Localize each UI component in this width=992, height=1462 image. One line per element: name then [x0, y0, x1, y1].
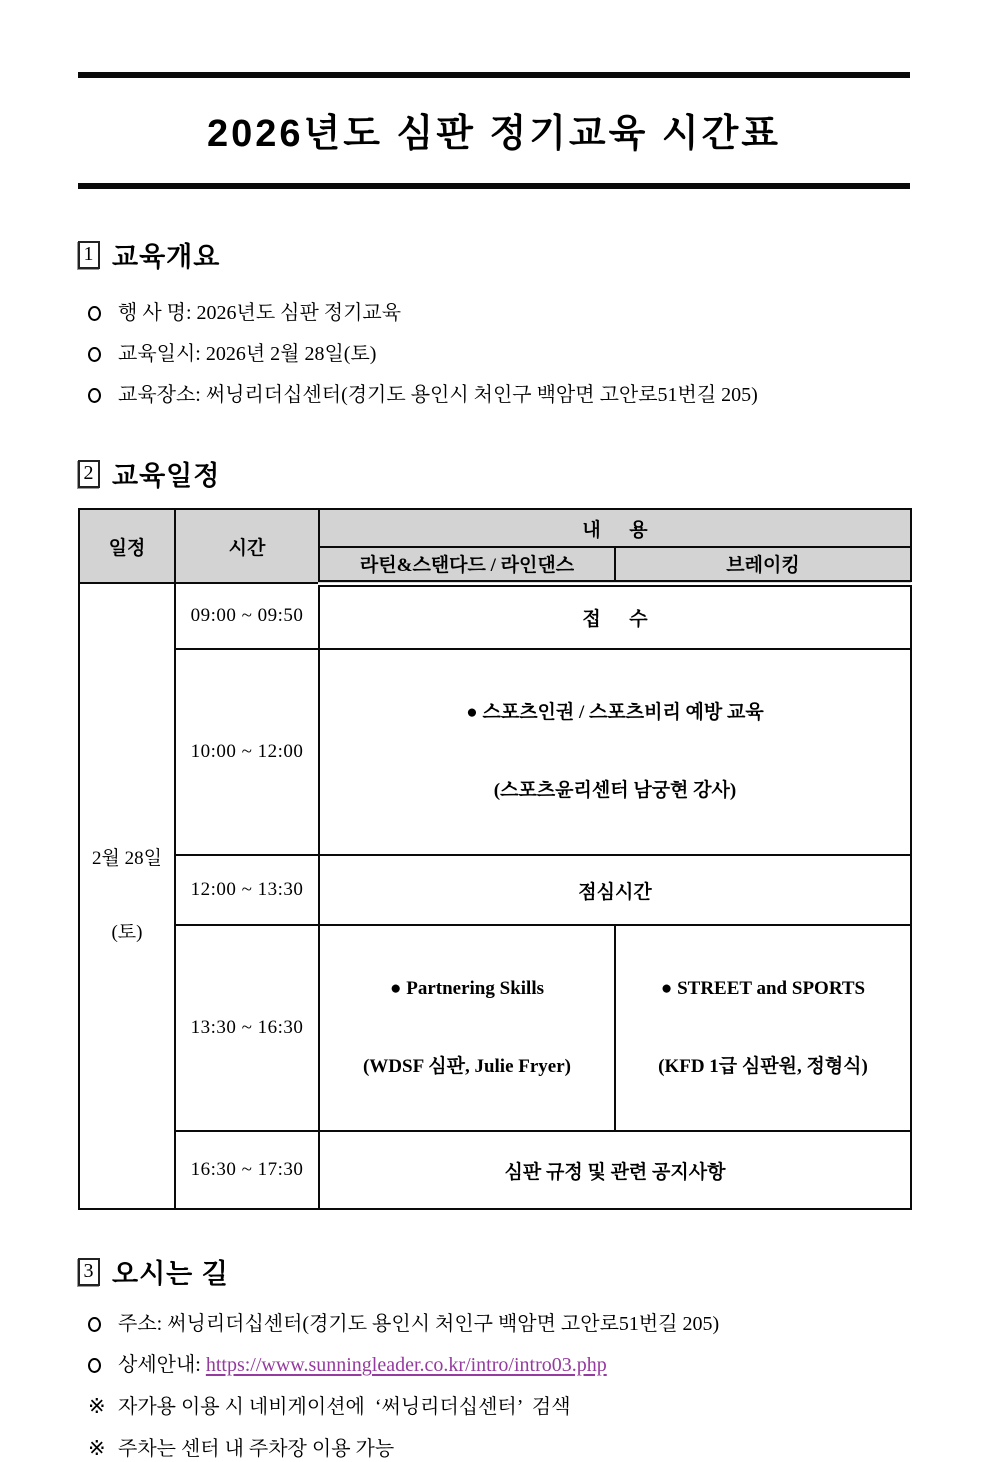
- header-content: 내 용: [319, 509, 911, 547]
- time-cell: 13:30 ~ 16:30: [175, 925, 319, 1131]
- overview-list: [78, 300, 910, 408]
- reference-mark-icon: ※: [88, 1436, 106, 1460]
- date-cell: [79, 583, 175, 1209]
- section-title: 교육일정: [112, 461, 221, 491]
- section-title: 교육개요: [112, 242, 221, 272]
- list-item-label: 상세안내:: [118, 1354, 206, 1376]
- header-date: 일정: [79, 509, 175, 583]
- content-cell-partnering: [319, 925, 615, 1131]
- schedule-row: [79, 855, 911, 925]
- list-item: [88, 341, 910, 367]
- date-line1: 2월 28일: [92, 848, 162, 869]
- section-heading-directions: [78, 1252, 910, 1291]
- content-cell-lunch: 점심시간: [319, 855, 911, 925]
- schedule-row: [79, 925, 911, 1131]
- directions-list: [78, 1311, 910, 1462]
- section-number-box: 2: [78, 460, 100, 488]
- cell-line2: (WDSF 심판, Julie Fryer): [362, 1056, 571, 1077]
- list-item: [88, 382, 910, 408]
- list-item: [88, 1311, 910, 1337]
- list-item-text: 교육장소: 써닝리더십센터(경기도 용인시 처인구 백암면 고안로51번길 205): [118, 384, 758, 406]
- list-item-text: 주차는 센터 내 주차장 이용 가능: [118, 1438, 395, 1460]
- section-title: 오시는 길: [112, 1259, 229, 1289]
- reference-mark-icon: ※: [88, 1394, 106, 1418]
- schedule-row: [79, 1131, 911, 1209]
- section-number-box: 3: [78, 1258, 100, 1286]
- time-cell: 16:30 ~ 17:30: [175, 1131, 319, 1209]
- cell-line2: (KFD 1급 심판원, 정형식): [658, 1056, 868, 1077]
- list-item: [88, 300, 910, 326]
- date-line2: (토): [111, 922, 143, 943]
- content-cell-registration: 접 수: [319, 583, 911, 649]
- title-block: [78, 72, 910, 189]
- circle-bullet-icon: [88, 304, 118, 319]
- content-cell-street-sports: [615, 925, 911, 1131]
- list-item-text: 교육일시: 2026년 2월 28일(토): [118, 343, 377, 365]
- header-breaking: 브레이킹: [615, 547, 911, 583]
- schedule-row: [79, 583, 911, 649]
- section-number-box: 1: [78, 241, 100, 269]
- content-cell-ethics: [319, 649, 911, 855]
- list-item-text: 주소: 써닝리더십센터(경기도 용인시 처인구 백암면 고안로51번길 205): [118, 1313, 720, 1335]
- circle-bullet-icon: [88, 1315, 118, 1330]
- cell-line1: ● STREET and SPORTS: [660, 978, 866, 999]
- time-cell: 10:00 ~ 12:00: [175, 649, 319, 855]
- time-cell: 09:00 ~ 09:50: [175, 583, 319, 649]
- cell-line2: (스포츠윤리센터 남궁현 강사): [493, 780, 737, 801]
- page-title: 2026년도 심판 정기교육 시간표: [207, 113, 781, 155]
- circle-bullet-icon: [88, 386, 118, 401]
- header-latin-standard: 라틴&스탠다드 / 라인댄스: [319, 547, 615, 583]
- cell-line1: ● 스포츠인권 / 스포츠비리 예방 교육: [466, 702, 764, 723]
- cell-line1: ● Partnering Skills: [390, 978, 544, 999]
- title-bottom-rule: [78, 183, 910, 189]
- content-cell-notices: 심판 규정 및 관련 공지사항: [319, 1131, 911, 1209]
- schedule-table-container: [78, 508, 910, 1210]
- circle-bullet-icon: [88, 345, 118, 360]
- time-cell: 12:00 ~ 13:30: [175, 855, 319, 925]
- schedule-row: [79, 649, 911, 855]
- list-item: [88, 1393, 910, 1420]
- header-time: 시간: [175, 509, 319, 583]
- detail-guide-link[interactable]: https://www.sunningleader.co.kr/intro/intro03.php: [205, 1354, 607, 1376]
- section-heading-schedule: [78, 454, 910, 493]
- section-heading-overview: [78, 235, 910, 274]
- list-item: [88, 1435, 910, 1462]
- list-item-text: 행 사 명: 2026년도 심판 정기교육: [118, 302, 402, 324]
- circle-bullet-icon: [88, 1356, 118, 1371]
- list-item-text: 자가용 이용 시 네비게이션에 ‘써닝리더십센터’ 검색: [118, 1396, 571, 1418]
- list-item: [88, 1352, 910, 1378]
- schedule-table: [78, 508, 912, 1210]
